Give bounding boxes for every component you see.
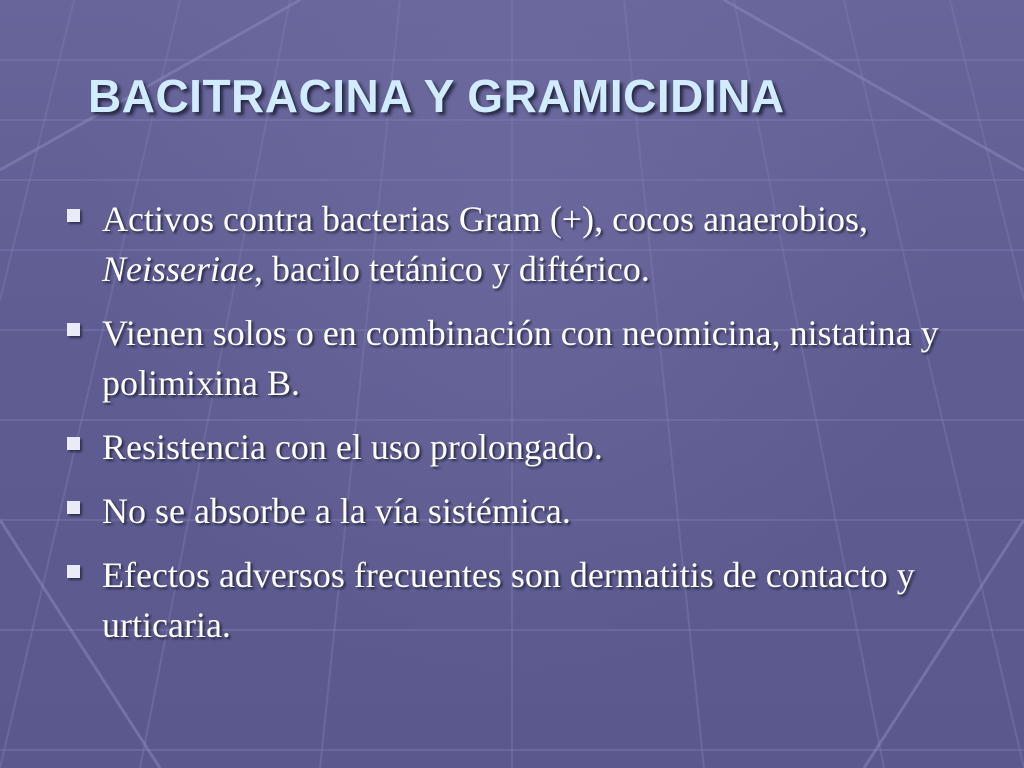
bullet-text: Resistencia con el uso prolongado. [102,427,603,467]
slide-title: BACITRACINA Y GRAMICIDINA [88,70,785,122]
bullet-text: No se absorbe a la vía sistémica. [102,491,571,531]
bullet-text: , bacilo tetánico y diftérico. [253,249,650,289]
bullet-text: Activos contra bacterias Gram (+), cocos anaerobios, [102,199,869,239]
square-bullet-icon [67,209,80,222]
bullet-text-italic: Neisseriae [102,249,254,289]
bullet-item [66,194,966,294]
square-bullet-icon [67,437,80,450]
bullet-text: Vienen solos o en combinación con neomicina, nistatina y polimixina B. [102,313,939,403]
square-bullet-icon [67,565,80,578]
square-bullet-icon [67,501,80,514]
bullet-item [66,486,966,536]
bullet-item [66,308,966,408]
bullet-item [66,550,966,650]
square-bullet-icon [67,323,80,336]
bullet-item [66,422,966,472]
bullet-list [66,194,966,664]
bullet-text: Efectos adversos frecuentes son dermatitis de contacto y urticaria. [102,555,915,645]
